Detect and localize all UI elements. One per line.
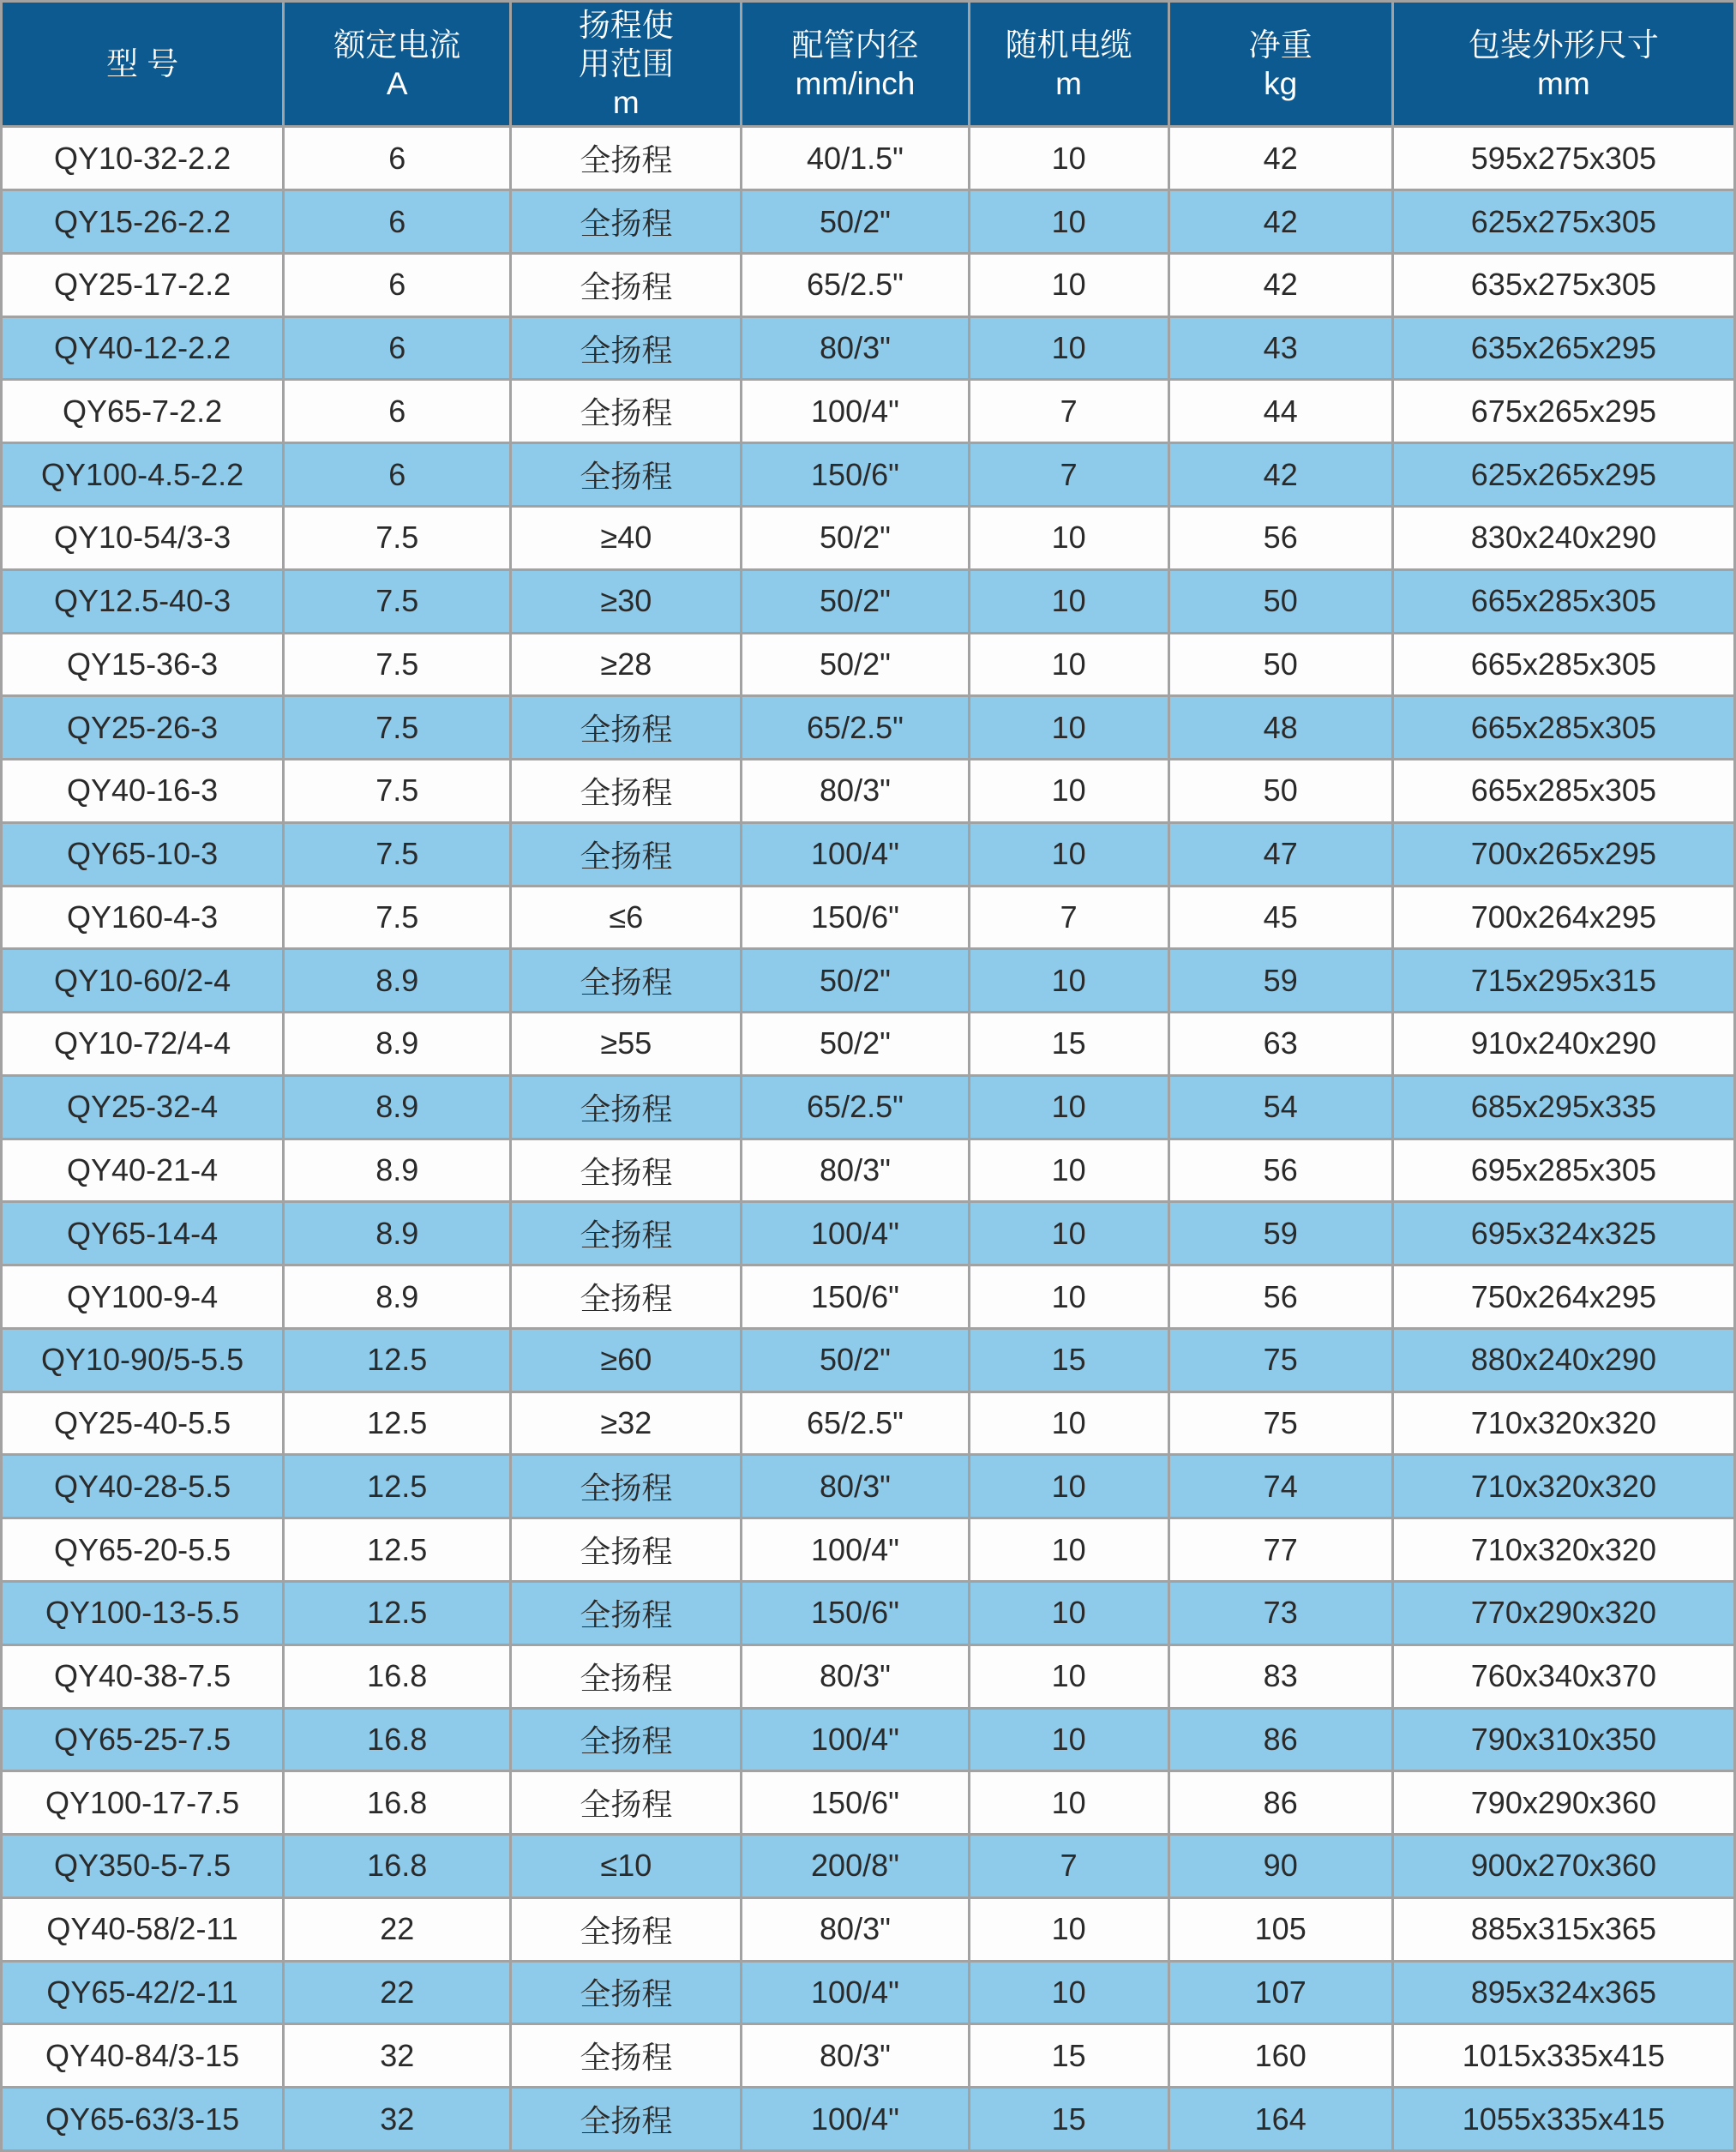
- table-row: [3, 887, 1733, 948]
- cell-cable_length: 7: [970, 381, 1168, 442]
- cell-package_dimensions: 665x285x305: [1394, 634, 1733, 695]
- cell-net_weight: 160: [1170, 2025, 1391, 2086]
- cell-net_weight: 105: [1170, 1899, 1391, 1960]
- cell-head_range: 全扬程: [512, 255, 740, 316]
- cell-rated_current: 8.9: [285, 1077, 509, 1138]
- cell-rated_current: 8.9: [285, 1266, 509, 1327]
- cell-model: QY25-26-3: [3, 697, 282, 758]
- cell-head_range: ≥30: [512, 571, 740, 632]
- cell-net_weight: 83: [1170, 1646, 1391, 1707]
- cell-head_range: 全扬程: [512, 381, 740, 442]
- cell-package_dimensions: 685x295x335: [1394, 1077, 1733, 1138]
- cell-head_range: ≥40: [512, 508, 740, 568]
- cell-cable_length: 10: [970, 1772, 1168, 1833]
- cell-package_dimensions: 790x290x360: [1394, 1772, 1733, 1833]
- table-row: [3, 1077, 1733, 1138]
- cell-head_range: 全扬程: [512, 1519, 740, 1580]
- table-row: [3, 508, 1733, 568]
- cell-cable_length: 10: [970, 1140, 1168, 1201]
- table-row: [3, 1963, 1733, 2023]
- table-row: [3, 634, 1733, 695]
- table-row: [3, 1393, 1733, 1454]
- cell-rated_current: 12.5: [285, 1393, 509, 1454]
- cell-rated_current: 7.5: [285, 887, 509, 948]
- table-row: [3, 1772, 1733, 1833]
- cell-head_range: 全扬程: [512, 760, 740, 821]
- cell-package_dimensions: 910x240x290: [1394, 1013, 1733, 1074]
- cell-pipe_inner_diameter: 65/2.5": [742, 1393, 967, 1454]
- cell-cable_length: 10: [970, 950, 1168, 1011]
- cell-model: QY100-17-7.5: [3, 1772, 282, 1833]
- cell-net_weight: 59: [1170, 1203, 1391, 1264]
- cell-model: QY40-16-3: [3, 760, 282, 821]
- cell-pipe_inner_diameter: 50/2": [742, 634, 967, 695]
- column-header-line: kg: [1264, 65, 1298, 101]
- cell-cable_length: 10: [970, 1963, 1168, 2023]
- cell-rated_current: 6: [285, 255, 509, 316]
- cell-pipe_inner_diameter: 100/4": [742, 1203, 967, 1264]
- cell-model: QY65-20-5.5: [3, 1519, 282, 1580]
- cell-cable_length: 7: [970, 887, 1168, 948]
- cell-net_weight: 56: [1170, 508, 1391, 568]
- cell-net_weight: 74: [1170, 1456, 1391, 1517]
- cell-rated_current: 6: [285, 318, 509, 379]
- table-row: [3, 1583, 1733, 1644]
- cell-net_weight: 164: [1170, 2089, 1391, 2149]
- cell-pipe_inner_diameter: 80/3": [742, 1456, 967, 1517]
- table-row: [3, 191, 1733, 252]
- cell-cable_length: 10: [970, 191, 1168, 252]
- table-row: [3, 697, 1733, 758]
- cell-net_weight: 50: [1170, 760, 1391, 821]
- cell-cable_length: 15: [970, 1330, 1168, 1391]
- cell-pipe_inner_diameter: 65/2.5": [742, 1077, 967, 1138]
- cell-model: QY40-21-4: [3, 1140, 282, 1201]
- cell-net_weight: 59: [1170, 950, 1391, 1011]
- cell-rated_current: 6: [285, 128, 509, 189]
- cell-rated_current: 8.9: [285, 950, 509, 1011]
- table-row: [3, 1899, 1733, 1960]
- table-row: [3, 2025, 1733, 2086]
- cell-net_weight: 42: [1170, 191, 1391, 252]
- cell-pipe_inner_diameter: 150/6": [742, 1583, 967, 1644]
- cell-rated_current: 16.8: [285, 1646, 509, 1707]
- cell-head_range: 全扬程: [512, 1203, 740, 1264]
- cell-pipe_inner_diameter: 80/3": [742, 1899, 967, 1960]
- cell-pipe_inner_diameter: 100/4": [742, 381, 967, 442]
- column-header-head_range: [512, 3, 740, 125]
- cell-head_range: ≤6: [512, 887, 740, 948]
- cell-net_weight: 43: [1170, 318, 1391, 379]
- table-row: [3, 1710, 1733, 1770]
- cell-pipe_inner_diameter: 50/2": [742, 1013, 967, 1074]
- cell-pipe_inner_diameter: 80/3": [742, 318, 967, 379]
- cell-package_dimensions: 635x265x295: [1394, 318, 1733, 379]
- table-row: [3, 1330, 1733, 1391]
- cell-package_dimensions: 695x285x305: [1394, 1140, 1733, 1201]
- cell-package_dimensions: 770x290x320: [1394, 1583, 1733, 1644]
- cell-package_dimensions: 665x285x305: [1394, 760, 1733, 821]
- cell-rated_current: 22: [285, 1963, 509, 2023]
- cell-model: QY15-26-2.2: [3, 191, 282, 252]
- cell-rated_current: 16.8: [285, 1836, 509, 1897]
- cell-net_weight: 45: [1170, 887, 1391, 948]
- table-header: [3, 3, 1733, 125]
- cell-cable_length: 10: [970, 128, 1168, 189]
- cell-cable_length: 7: [970, 444, 1168, 505]
- cell-model: QY100-9-4: [3, 1266, 282, 1327]
- cell-head_range: 全扬程: [512, 444, 740, 505]
- cell-rated_current: 7.5: [285, 824, 509, 885]
- cell-cable_length: 10: [970, 1646, 1168, 1707]
- cell-head_range: 全扬程: [512, 1266, 740, 1327]
- table-row: [3, 1836, 1733, 1897]
- column-header-line: 净重: [1248, 27, 1313, 63]
- column-header-line: 扬程使: [578, 8, 674, 43]
- cell-pipe_inner_diameter: 40/1.5": [742, 128, 967, 189]
- cell-package_dimensions: 695x324x325: [1394, 1203, 1733, 1264]
- cell-cable_length: 10: [970, 1583, 1168, 1644]
- cell-head_range: ≥55: [512, 1013, 740, 1074]
- cell-model: QY65-25-7.5: [3, 1710, 282, 1770]
- cell-cable_length: 10: [970, 318, 1168, 379]
- cell-rated_current: 22: [285, 1899, 509, 1960]
- column-header-line: 用范围: [578, 46, 674, 82]
- cell-package_dimensions: 760x340x370: [1394, 1646, 1733, 1707]
- cell-head_range: 全扬程: [512, 2089, 740, 2149]
- cell-rated_current: 8.9: [285, 1140, 509, 1201]
- column-header-line: 型 号: [105, 46, 179, 82]
- cell-package_dimensions: 1015x335x415: [1394, 2025, 1733, 2086]
- column-header-line: A: [386, 65, 408, 101]
- cell-cable_length: 10: [970, 1710, 1168, 1770]
- cell-pipe_inner_diameter: 100/4": [742, 1963, 967, 2023]
- cell-cable_length: 10: [970, 697, 1168, 758]
- cell-head_range: ≤10: [512, 1836, 740, 1897]
- cell-net_weight: 48: [1170, 697, 1391, 758]
- cell-cable_length: 10: [970, 824, 1168, 885]
- table-row: [3, 318, 1733, 379]
- cell-package_dimensions: 1055x335x415: [1394, 2089, 1733, 2149]
- cell-pipe_inner_diameter: 100/4": [742, 1710, 967, 1770]
- column-header-line: 随机电缆: [1005, 27, 1132, 63]
- cell-net_weight: 42: [1170, 255, 1391, 316]
- cell-model: QY65-14-4: [3, 1203, 282, 1264]
- table-row: [3, 444, 1733, 505]
- cell-package_dimensions: 830x240x290: [1394, 508, 1733, 568]
- cell-package_dimensions: 595x275x305: [1394, 128, 1733, 189]
- cell-head_range: ≥28: [512, 634, 740, 695]
- cell-rated_current: 32: [285, 2089, 509, 2149]
- cell-model: QY40-58/2-11: [3, 1899, 282, 1960]
- header-row: [3, 3, 1733, 125]
- cell-cable_length: 10: [970, 1203, 1168, 1264]
- cell-package_dimensions: 710x320x320: [1394, 1519, 1733, 1580]
- cell-head_range: 全扬程: [512, 824, 740, 885]
- cell-rated_current: 12.5: [285, 1330, 509, 1391]
- cell-package_dimensions: 715x295x315: [1394, 950, 1733, 1011]
- cell-cable_length: 10: [970, 1519, 1168, 1580]
- cell-package_dimensions: 710x320x320: [1394, 1393, 1733, 1454]
- column-header-rated_current: [285, 3, 509, 125]
- cell-net_weight: 63: [1170, 1013, 1391, 1074]
- cell-model: QY40-28-5.5: [3, 1456, 282, 1517]
- cell-pipe_inner_diameter: 200/8": [742, 1836, 967, 1897]
- column-header-line: m: [612, 85, 640, 121]
- cell-cable_length: 10: [970, 255, 1168, 316]
- cell-cable_length: 15: [970, 2025, 1168, 2086]
- cell-package_dimensions: 625x265x295: [1394, 444, 1733, 505]
- cell-model: QY15-36-3: [3, 634, 282, 695]
- column-header-package_dimensions: [1394, 3, 1733, 125]
- cell-head_range: ≥60: [512, 1330, 740, 1391]
- cell-cable_length: 10: [970, 1899, 1168, 1960]
- cell-package_dimensions: 895x324x365: [1394, 1963, 1733, 2023]
- cell-model: QY25-17-2.2: [3, 255, 282, 316]
- table-row: [3, 1013, 1733, 1074]
- cell-pipe_inner_diameter: 150/6": [742, 1772, 967, 1833]
- cell-rated_current: 8.9: [285, 1203, 509, 1264]
- table-row: [3, 571, 1733, 632]
- cell-head_range: 全扬程: [512, 1772, 740, 1833]
- cell-head_range: 全扬程: [512, 1077, 740, 1138]
- cell-model: QY65-10-3: [3, 824, 282, 885]
- cell-package_dimensions: 700x265x295: [1394, 824, 1733, 885]
- cell-model: QY10-72/4-4: [3, 1013, 282, 1074]
- column-header-line: mm/inch: [795, 65, 916, 101]
- cell-cable_length: 10: [970, 571, 1168, 632]
- cell-rated_current: 7.5: [285, 760, 509, 821]
- cell-pipe_inner_diameter: 65/2.5": [742, 255, 967, 316]
- cell-pipe_inner_diameter: 80/3": [742, 760, 967, 821]
- cell-cable_length: 7: [970, 1836, 1168, 1897]
- column-header-model: [3, 3, 282, 125]
- cell-net_weight: 42: [1170, 444, 1391, 505]
- cell-net_weight: 107: [1170, 1963, 1391, 2023]
- column-header-line: m: [1055, 65, 1082, 101]
- cell-model: QY100-4.5-2.2: [3, 444, 282, 505]
- cell-package_dimensions: 625x275x305: [1394, 191, 1733, 252]
- cell-net_weight: 54: [1170, 1077, 1391, 1138]
- cell-package_dimensions: 665x285x305: [1394, 697, 1733, 758]
- column-header-line: 额定电流: [333, 27, 461, 63]
- cell-package_dimensions: 885x315x365: [1394, 1899, 1733, 1960]
- cell-package_dimensions: 880x240x290: [1394, 1330, 1733, 1391]
- cell-head_range: 全扬程: [512, 318, 740, 379]
- cell-pipe_inner_diameter: 50/2": [742, 1330, 967, 1391]
- cell-package_dimensions: 665x285x305: [1394, 571, 1733, 632]
- column-header-line: 包装外形尺寸: [1468, 27, 1659, 63]
- table-row: [3, 1140, 1733, 1201]
- cell-package_dimensions: 750x264x295: [1394, 1266, 1733, 1327]
- cell-pipe_inner_diameter: 80/3": [742, 2025, 967, 2086]
- cell-model: QY65-7-2.2: [3, 381, 282, 442]
- cell-model: QY160-4-3: [3, 887, 282, 948]
- cell-rated_current: 7.5: [285, 697, 509, 758]
- cell-rated_current: 12.5: [285, 1519, 509, 1580]
- cell-pipe_inner_diameter: 100/4": [742, 2089, 967, 2149]
- cell-cable_length: 10: [970, 634, 1168, 695]
- cell-rated_current: 6: [285, 381, 509, 442]
- cell-model: QY10-54/3-3: [3, 508, 282, 568]
- table-row: [3, 381, 1733, 442]
- cell-rated_current: 16.8: [285, 1710, 509, 1770]
- cell-net_weight: 86: [1170, 1710, 1391, 1770]
- cell-head_range: 全扬程: [512, 697, 740, 758]
- cell-net_weight: 90: [1170, 1836, 1391, 1897]
- cell-package_dimensions: 900x270x360: [1394, 1836, 1733, 1897]
- cell-rated_current: 32: [285, 2025, 509, 2086]
- cell-head_range: 全扬程: [512, 191, 740, 252]
- cell-rated_current: 16.8: [285, 1772, 509, 1833]
- cell-model: QY10-60/2-4: [3, 950, 282, 1011]
- cell-model: QY65-63/3-15: [3, 2089, 282, 2149]
- cell-pipe_inner_diameter: 150/6": [742, 887, 967, 948]
- cell-cable_length: 10: [970, 508, 1168, 568]
- cell-cable_length: 15: [970, 1013, 1168, 1074]
- cell-rated_current: 7.5: [285, 508, 509, 568]
- cell-net_weight: 77: [1170, 1519, 1391, 1580]
- cell-model: QY25-32-4: [3, 1077, 282, 1138]
- cell-model: QY40-38-7.5: [3, 1646, 282, 1707]
- column-header-pipe_inner_diameter: [742, 3, 967, 125]
- cell-net_weight: 50: [1170, 571, 1391, 632]
- cell-head_range: 全扬程: [512, 950, 740, 1011]
- cell-model: QY40-12-2.2: [3, 318, 282, 379]
- cell-pipe_inner_diameter: 100/4": [742, 824, 967, 885]
- cell-pipe_inner_diameter: 50/2": [742, 950, 967, 1011]
- cell-net_weight: 73: [1170, 1583, 1391, 1644]
- table-row: [3, 1203, 1733, 1264]
- cell-model: QY12.5-40-3: [3, 571, 282, 632]
- cell-net_weight: 44: [1170, 381, 1391, 442]
- column-header-line: mm: [1537, 65, 1590, 101]
- cell-model: QY25-40-5.5: [3, 1393, 282, 1454]
- cell-net_weight: 56: [1170, 1140, 1391, 1201]
- cell-cable_length: 10: [970, 760, 1168, 821]
- cell-package_dimensions: 790x310x350: [1394, 1710, 1733, 1770]
- cell-package_dimensions: 700x264x295: [1394, 887, 1733, 948]
- cell-pipe_inner_diameter: 50/2": [742, 191, 967, 252]
- cell-net_weight: 47: [1170, 824, 1391, 885]
- cell-model: QY100-13-5.5: [3, 1583, 282, 1644]
- cell-head_range: ≥32: [512, 1393, 740, 1454]
- cell-net_weight: 75: [1170, 1330, 1391, 1391]
- cell-cable_length: 10: [970, 1393, 1168, 1454]
- table-row: [3, 1456, 1733, 1517]
- table-row: [3, 1266, 1733, 1327]
- column-header-cable_length: [970, 3, 1168, 125]
- cell-pipe_inner_diameter: 80/3": [742, 1140, 967, 1201]
- table-row: [3, 2089, 1733, 2149]
- cell-rated_current: 7.5: [285, 634, 509, 695]
- cell-pipe_inner_diameter: 150/6": [742, 444, 967, 505]
- cell-cable_length: 15: [970, 2089, 1168, 2149]
- cell-head_range: 全扬程: [512, 1646, 740, 1707]
- cell-package_dimensions: 710x320x320: [1394, 1456, 1733, 1517]
- cell-pipe_inner_diameter: 150/6": [742, 1266, 967, 1327]
- cell-net_weight: 42: [1170, 128, 1391, 189]
- cell-net_weight: 75: [1170, 1393, 1391, 1454]
- table-row: [3, 255, 1733, 316]
- table-row: [3, 1646, 1733, 1707]
- cell-cable_length: 10: [970, 1266, 1168, 1327]
- cell-rated_current: 6: [285, 444, 509, 505]
- table-row: [3, 824, 1733, 885]
- cell-pipe_inner_diameter: 100/4": [742, 1519, 967, 1580]
- table-row: [3, 760, 1733, 821]
- cell-rated_current: 8.9: [285, 1013, 509, 1074]
- cell-rated_current: 12.5: [285, 1456, 509, 1517]
- cell-pipe_inner_diameter: 50/2": [742, 508, 967, 568]
- cell-model: QY65-42/2-11: [3, 1963, 282, 2023]
- cell-head_range: 全扬程: [512, 1140, 740, 1201]
- cell-head_range: 全扬程: [512, 1583, 740, 1644]
- cell-net_weight: 50: [1170, 634, 1391, 695]
- cell-head_range: 全扬程: [512, 2025, 740, 2086]
- cell-head_range: 全扬程: [512, 1710, 740, 1770]
- cell-model: QY10-32-2.2: [3, 128, 282, 189]
- column-header-net_weight: [1170, 3, 1391, 125]
- cell-head_range: 全扬程: [512, 1456, 740, 1517]
- cell-rated_current: 7.5: [285, 571, 509, 632]
- cell-package_dimensions: 635x275x305: [1394, 255, 1733, 316]
- cell-cable_length: 10: [970, 1456, 1168, 1517]
- cell-head_range: 全扬程: [512, 1963, 740, 2023]
- cell-pipe_inner_diameter: 50/2": [742, 571, 967, 632]
- cell-net_weight: 86: [1170, 1772, 1391, 1833]
- cell-model: QY10-90/5-5.5: [3, 1330, 282, 1391]
- table-row: [3, 950, 1733, 1011]
- cell-model: QY350-5-7.5: [3, 1836, 282, 1897]
- table-row: [3, 1519, 1733, 1580]
- cell-pipe_inner_diameter: 80/3": [742, 1646, 967, 1707]
- cell-rated_current: 12.5: [285, 1583, 509, 1644]
- cell-cable_length: 10: [970, 1077, 1168, 1138]
- cell-model: QY40-84/3-15: [3, 2025, 282, 2086]
- table-row: [3, 128, 1733, 189]
- cell-head_range: 全扬程: [512, 1899, 740, 1960]
- cell-rated_current: 6: [285, 191, 509, 252]
- cell-pipe_inner_diameter: 65/2.5": [742, 697, 967, 758]
- column-header-line: 配管内径: [791, 27, 919, 63]
- cell-net_weight: 56: [1170, 1266, 1391, 1327]
- cell-head_range: 全扬程: [512, 128, 740, 189]
- cell-package_dimensions: 675x265x295: [1394, 381, 1733, 442]
